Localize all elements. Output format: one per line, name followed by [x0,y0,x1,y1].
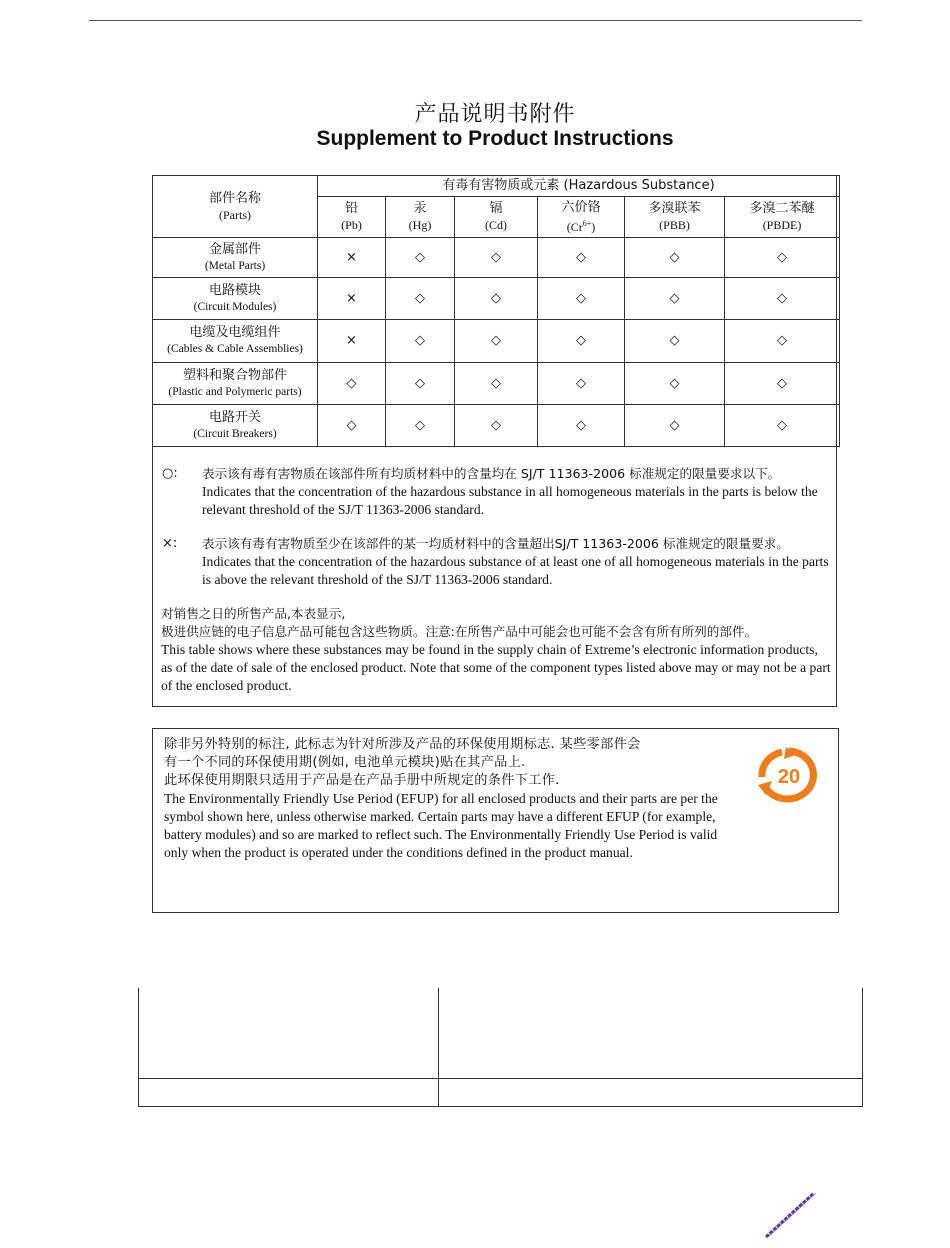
hazard-substance-block [152,175,837,707]
part-name-cn: 塑料和聚合物部件 [182,367,287,383]
circle-symbol: ○: [162,466,178,481]
substance-col-header [725,197,840,238]
notes-section [161,465,831,695]
substance-mark: ◇ [318,363,386,405]
substance-mark: ◇ [725,238,840,278]
substance-symbol [725,217,839,233]
substance-mark: ◇ [725,405,840,447]
efup-text [164,736,724,862]
substance-mark: ◇ [455,363,538,405]
part-name-cell [153,363,318,405]
substance-symbol [625,217,724,233]
substance-mark: ◇ [725,363,840,405]
substance-name: 六价铬 [561,199,601,215]
part-name-cn: 电路模块 [208,282,261,298]
substance-name: 多溴二苯醚 [749,201,815,216]
disclaimer-cn-2: 极进供应链的电子信息产品可能包含这些物质。注意:在所售产品中可能会也可能不会含有所有所列的部件。 [161,624,758,639]
hazard-table-row [153,238,840,278]
parts-header-en: (Parts) [219,207,251,222]
note-circle-cn: 表示该有毒有害物质在该部件所有均质材料中的含量均在 SJ/T 11363-2006 标准规定的限量要求以下。 [202,466,781,481]
note-cross-en: Indicates that the concentration of the hazardous substance of at least one of all homogeneous materials in the parts is above the relevant threshold of the SJ/T 11363-2006 standard. [202,554,829,587]
substance-mark: × [318,320,386,363]
substance-name: 铅 [344,201,358,216]
substance-mark: ◇ [625,238,725,278]
efup-block [152,728,839,913]
substance-mark: ◇ [455,278,538,320]
substance-symbol [455,217,537,233]
substance-symbol-text: (Cd) [485,218,507,232]
substance-mark: ◇ [625,405,725,447]
parts-header [153,176,318,238]
substance-mark: ◇ [318,405,386,447]
substance-name: 镉 [489,201,503,216]
hazard-table [152,175,840,447]
substance-symbol-close: ) [591,219,596,234]
part-name-en: (Circuit Modules) [193,300,277,313]
substance-col-header [386,197,455,238]
substance-symbol-text: (PBDE) [762,218,802,232]
disclaimer [161,605,831,695]
part-name-cell [153,320,318,363]
title-chinese: 产品说明书附件 [414,102,576,127]
substance-mark: × [318,238,386,278]
substance-mark: ◇ [386,238,455,278]
hazard-table-row [153,363,840,405]
substance-mark: ◇ [725,278,840,320]
part-name-en: (Cables & Cable Assemblies) [167,343,303,355]
substance-symbol [538,216,624,235]
note-circle [161,465,831,519]
substance-symbol-text: (PBB) [659,218,690,232]
header-rule [89,20,862,21]
part-name-cn: 电路开关 [208,409,261,425]
disclaimer-en: This table shows where these substances may be found in the supply chain of Extreme’s electronic information products, as of the date of sale of the enclosed product. Note that some of the component types listed above may or may not be a part of the enclosed product. [161,642,831,693]
substance-mark: ◇ [455,320,538,363]
efup-recycle-icon [758,747,820,803]
substance-mark: ◇ [538,363,625,405]
substance-mark: ◇ [455,238,538,278]
substance-header: 有毒有害物质或元素 (Hazardous Substance) [318,176,840,197]
part-name-cell [153,405,318,447]
substance-col-header [625,197,725,238]
decorative-slash-icon [760,1190,820,1240]
part-name-en: (Plastic and Polymeric parts) [168,385,302,398]
efup-cn-3: 此环保使用期限只适用于产品是在产品手册中所规定的条件下工作. [164,773,560,788]
hazard-table-row [153,405,840,447]
part-name-cn: 电缆及电缆组件 [189,325,281,340]
substance-col-header [538,197,625,238]
substance-mark: ◇ [538,405,625,447]
substance-superscript: 6+ [582,218,592,228]
hazard-table-row [153,278,840,320]
substance-mark: ◇ [386,405,455,447]
substance-mark: ◇ [538,320,625,363]
part-name-en: (Circuit Breakers) [193,427,277,440]
substance-symbol-text: (Hg) [408,218,432,232]
disclaimer-cn-1: 对销售之日的所售产品,本表显示, [161,606,346,621]
substance-col-header [318,197,386,238]
footer-cell [439,988,863,1079]
substance-mark: ◇ [538,278,625,320]
substance-symbol [386,217,454,233]
parts-header-cn: 部件名称 [208,190,261,206]
note-circle-en: Indicates that the concentration of the hazardous substance in all homogeneous materials in the parts is below the relevant threshold of the SJ/T 11363-2006 standard. [202,484,818,517]
part-name-en: (Metal Parts) [204,259,266,272]
title-english: Supplement to Product Instructions [316,127,674,150]
footer-table [138,988,863,1107]
part-name-cell [153,278,318,320]
substance-mark: ◇ [625,363,725,405]
efup-en: The Environmentally Friendly Use Period (EFUP) for all enclosed products and their parts are per the symbol shown here, unless otherwise marked. Certain parts may have a different EFUP (for example, battery modules) and so are marked to reflect such. The Environmentally Friendly Use Period is valid only when the product is operated under the conditions defined in the product manual. [164,791,718,860]
efup-logo-number: 20 [777,766,801,788]
substance-mark: ◇ [386,320,455,363]
substance-mark: ◇ [538,238,625,278]
substance-mark: ◇ [625,320,725,363]
footer-cell [139,988,439,1079]
substance-mark: ◇ [625,278,725,320]
substance-mark: ◇ [725,320,840,363]
hazard-table-row [153,320,840,363]
substance-symbol-text: (Cr [566,219,583,234]
substance-col-header [455,197,538,238]
efup-cn-1: 除非另外特别的标注, 此标志为针对所涉及产品的环保使用期标志. 某些零部件会 [164,737,641,752]
cross-symbol: ×: [162,536,178,551]
note-cross-cn: 表示该有毒有害物质至少在该部件的某一均质材料中的含量超出SJ/T 11363-2006 标准规定的限量要求。 [202,536,789,551]
substance-symbol-text: (Pb) [341,218,362,232]
substance-mark: × [318,278,386,320]
footer-cell [139,1079,439,1107]
part-name-cell [153,238,318,278]
substance-mark: ◇ [386,278,455,320]
substance-mark: ◇ [455,405,538,447]
substance-name: 多溴联苯 [648,201,701,216]
substance-symbol [318,217,385,233]
note-cross [161,535,831,589]
footer-cell [439,1079,863,1107]
substance-name: 汞 [413,201,427,216]
substance-mark: ◇ [386,363,455,405]
efup-cn-2: 有一个不同的环保使用期(例如, 电池单元模块)贴在其产品上. [164,755,526,770]
part-name-cn: 金属部件 [208,241,261,257]
